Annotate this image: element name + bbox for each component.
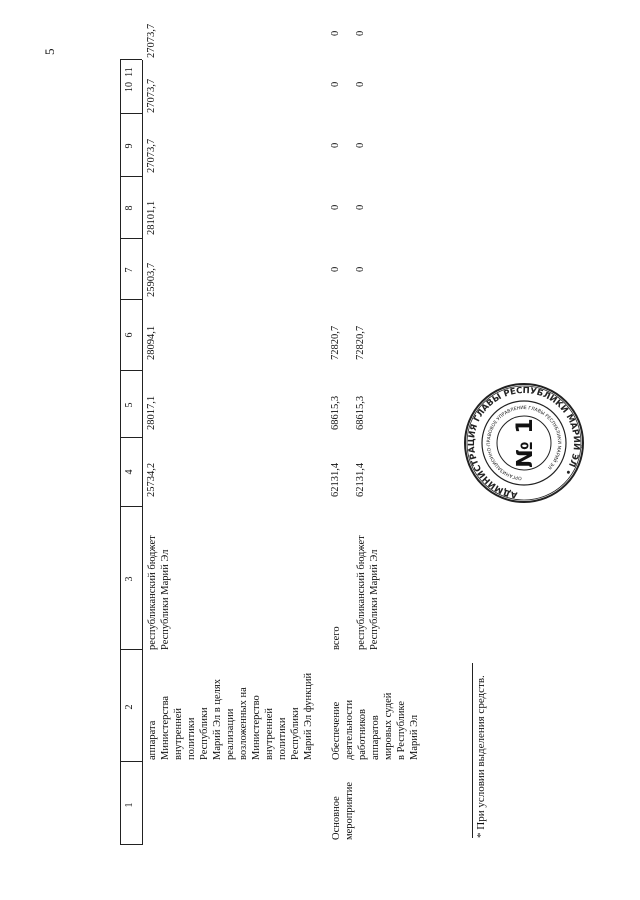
column-header-4: 4 bbox=[124, 469, 135, 475]
row-osnovnoe-category: Основное мероприятие bbox=[331, 782, 355, 840]
row-osnovnoe-total-col7: 0 bbox=[330, 266, 341, 272]
row-apparat-source: республиканский бюджет Республики Марий Эл bbox=[147, 535, 171, 650]
col-divider bbox=[120, 370, 142, 371]
column-header-1: 1 bbox=[124, 802, 135, 808]
col-divider bbox=[120, 176, 142, 177]
row-apparat-value-col9: 27073,7 bbox=[146, 138, 157, 173]
table-top-border bbox=[120, 60, 121, 845]
col-divider bbox=[120, 844, 142, 845]
row-osnovnoe-budget-col8: 0 bbox=[355, 204, 366, 210]
col-divider bbox=[120, 113, 142, 114]
row-apparat-value-col6: 28094,1 bbox=[146, 325, 157, 360]
column-header-8: 8 bbox=[124, 205, 135, 211]
page-number: 5 bbox=[42, 48, 57, 55]
row-osnovnoe-total-col9: 0 bbox=[330, 142, 341, 148]
col-divider bbox=[120, 59, 142, 60]
column-header-6: 6 bbox=[124, 332, 135, 338]
column-header-2: 2 bbox=[124, 704, 135, 710]
row-osnovnoe-budget-col5: 68615,3 bbox=[355, 395, 366, 430]
column-header-3: 3 bbox=[124, 576, 135, 582]
row-osnovnoe-budget-source: республиканский бюджет Республики Марий Эл bbox=[356, 535, 380, 650]
footnote-separator bbox=[472, 663, 473, 838]
stamp-outer-text: АДМИНИСТРАЦИЯ ГЛАВЫ РЕСПУБЛИКИ МАРИЙ ЭЛ • bbox=[466, 385, 582, 500]
row-apparat-value-col11: 27073,7 bbox=[146, 23, 157, 58]
table-header-bottom-border bbox=[142, 60, 143, 845]
row-osnovnoe-total-col4: 62131,4 bbox=[330, 462, 341, 497]
row-osnovnoe-total-col8: 0 bbox=[330, 204, 341, 210]
stamp-inner-text: ОРГАНИЗАЦИОННО-ПРАВОВОЕ УПРАВЛЕНИЕ ГЛАВЫ РЕСПУБЛИКИ МАРИЙ ЭЛ bbox=[486, 405, 562, 480]
row-osnovnoe-budget-col10: 0 bbox=[355, 81, 366, 87]
column-header-11: 11 bbox=[124, 67, 135, 77]
col-divider bbox=[120, 238, 142, 239]
row-osnovnoe-budget-col6: 72820,7 bbox=[355, 325, 366, 360]
row-osnovnoe-budget-col9: 0 bbox=[355, 142, 366, 148]
col-divider bbox=[120, 299, 142, 300]
col-divider bbox=[120, 437, 142, 438]
stamp-number: № 1 bbox=[513, 418, 538, 468]
row-osnovnoe-total-source: всего bbox=[331, 626, 342, 650]
column-header-10: 10 bbox=[124, 82, 135, 92]
row-apparat-value-col8: 28101,1 bbox=[146, 200, 157, 235]
row-apparat-value-col7: 25903,7 bbox=[146, 262, 157, 297]
col-divider bbox=[120, 649, 142, 650]
official-stamp bbox=[462, 381, 586, 505]
column-header-7: 7 bbox=[124, 267, 135, 273]
row-apparat-value-col10: 27073,7 bbox=[146, 78, 157, 113]
column-header-5: 5 bbox=[124, 402, 135, 408]
row-apparat-description: аппарата Министерства внутренней политики Республики Марий Эл в целях реализации возложенных на Министерство внутренней политики Республики Марий Эл функций bbox=[147, 672, 314, 760]
stamp-seal-graphic bbox=[462, 381, 586, 505]
row-osnovnoe-total-col6: 72820,7 bbox=[330, 325, 341, 360]
row-osnovnoe-total-col5: 68615,3 bbox=[330, 395, 341, 430]
row-apparat-value-col4: 25734,2 bbox=[146, 462, 157, 497]
row-osnovnoe-budget-col11: 0 bbox=[355, 30, 366, 36]
row-osnovnoe-total-col10: 0 bbox=[330, 81, 341, 87]
row-apparat-value-col5: 28017,1 bbox=[146, 395, 157, 430]
row-osnovnoe-budget-col4: 62131,4 bbox=[355, 462, 366, 497]
row-osnovnoe-budget-col7: 0 bbox=[355, 266, 366, 272]
column-header-9: 9 bbox=[124, 143, 135, 149]
row-osnovnoe-description: Обеспечение деятельности работников аппаратов мировых судей в Республике Марий Эл bbox=[331, 692, 420, 760]
row-osnovnoe-total-col11: 0 bbox=[330, 30, 341, 36]
footnote-text: * При условии выделения средств. bbox=[475, 675, 487, 838]
col-divider bbox=[120, 506, 142, 507]
col-divider bbox=[120, 761, 142, 762]
